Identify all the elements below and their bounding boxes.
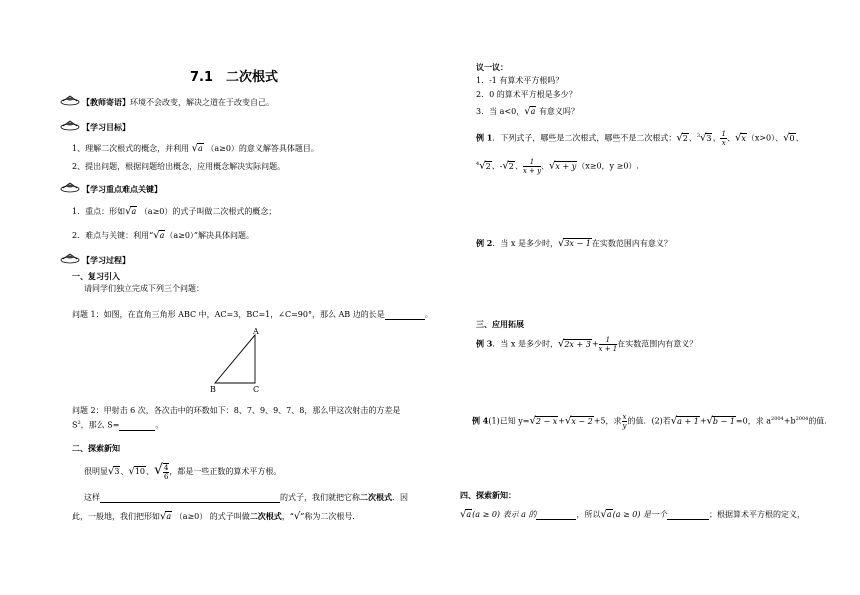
book-icon: [60, 181, 80, 193]
section-2-para-2: 此，一般地，我们把形如√a （a≥0） 的式子叫做二次根式，“√”称为二次根号．: [72, 511, 361, 522]
goal-2: 2、提出问题，根据问题给出概念，应用概念解决实际问题。: [72, 162, 286, 171]
section-3-heading: 三、应用拓展: [476, 320, 524, 329]
book-icon: [60, 94, 80, 106]
question-2-line-2: $S^2$，那么 S= 。: [72, 420, 164, 430]
discuss-3: 3．当 a<0，√a 有意义吗？: [476, 106, 579, 117]
teacher-message: 【教师寄语】环境不会改变，解决之道在于改变自己。: [82, 97, 274, 107]
example-4: 例 4(1)已知 y=√2 − x+√x − 2+5，求 $\frac{x}{y}$ 的值．(2)若√a + 1+√b − 1=0，求 $a^{2004}+b^{2004}$的值．: [472, 413, 833, 430]
key-2: 2．难点与关键：利用“√a（a≥0）”解决具体问题。: [72, 230, 254, 241]
discuss-heading: 议一议：: [476, 63, 508, 72]
example-1-line-2: $^4$√2、-√2、 $\frac{1}{x + y}$ 、√x + y（x≥0，y ≥0）.: [476, 158, 639, 175]
book-icon: [60, 119, 80, 131]
goal-heading: 【学习目标】: [82, 123, 130, 132]
example-2: 例 2．当 x 是多少时，√3x − 1在实数范围内有意义？: [476, 238, 672, 249]
question-1: 问题 1：如图，在直角三角形 ABC 中，AC=3，BC=1，∠C=90°，那么 AB 边的长是 。: [72, 310, 433, 319]
page-title: 7.1 二次根式: [190, 70, 279, 85]
goal-1: 1、理解二次根式的概念，并利用 √a （a≥0）的意义解答具体题目。: [72, 143, 319, 154]
section-1-intro: 请同学们独立完成下列三个问题：: [84, 284, 204, 293]
section-4-text: √a(a ≥ 0) 表示 a 的 ，所以√a(a ≥ 0) 是一个 ；根据算术平方根的定义，: [460, 509, 806, 520]
vertex-a: A: [253, 327, 259, 336]
section-2-text: 很明显√3、√10、√ $\frac{4}{6}$ ，都是一些正数的算术平方根。: [84, 462, 282, 481]
section-4-heading: 四、探索新知：: [460, 491, 516, 500]
example-1-line-1: 例 1．下列式子，哪些是二次根式，哪些不是二次根式：√2、$^3$√3、 $\frac{1}{x}$ 、√x（x>0）、√0、: [476, 130, 804, 147]
section-2-para-1: 这样 的式子，我们就把它称二次根式．因: [84, 492, 408, 502]
section-2-heading: 二、探索新知: [72, 444, 120, 453]
discuss-1: 1．-1 有算术平方根吗？: [476, 76, 564, 85]
vertex-b: B: [210, 385, 216, 394]
book-icon: [60, 252, 80, 264]
key-1: 1．重点：形如√a （a≥0）的式子叫做二次根式的概念；: [72, 206, 277, 217]
process-heading: 【学习过程】: [82, 256, 130, 265]
vertex-c: C: [253, 385, 260, 394]
key-heading: 【学习重点难点关键】: [82, 185, 162, 194]
discuss-2: 2．0 的算术平方根是多少？: [476, 90, 577, 99]
example-3: 例 3．当 x 是多少时，√2x + 3+ $\frac{1}{x + 1}$ 在实数范围内有意义？: [476, 336, 698, 353]
section-1-heading: 一、复习引入: [72, 272, 120, 281]
question-2-line-1: 问题 2：甲射击 6 次，各次击中的环数如下：8、7、9、9、7、8，那么甲这次射击的方差是: [72, 406, 401, 415]
